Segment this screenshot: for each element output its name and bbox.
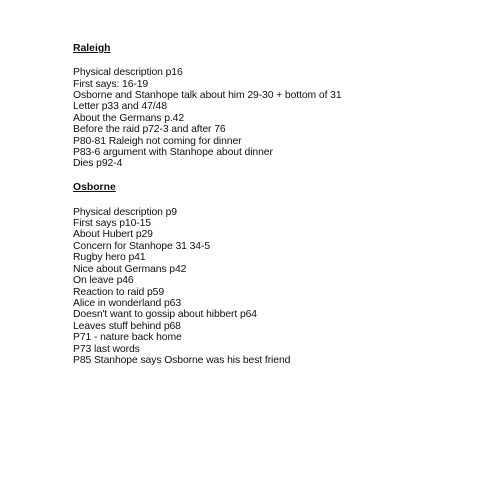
list-item: Rugby hero p41	[73, 252, 146, 264]
list-item: Physical description p9	[73, 206, 177, 218]
list-item: On leave p46	[73, 275, 134, 287]
list-item: Nice about Germans p42	[73, 263, 187, 275]
notes-list-osborne	[73, 207, 483, 367]
list-item: Physical description p16	[73, 67, 183, 79]
list-item: P73 last words	[73, 343, 140, 355]
list-item: P71 - nature back home	[73, 332, 182, 344]
list-item: Dies p92-4	[73, 158, 123, 170]
section-heading-osborne: Osborne	[73, 182, 116, 194]
list-item: First says: 16-19	[73, 78, 149, 90]
list-item: Doesn't want to gossip about hibbert p64	[73, 309, 257, 321]
document-page	[73, 43, 483, 366]
section-raleigh	[73, 43, 483, 170]
section-osborne	[73, 182, 483, 366]
list-item: P80-81 Raleigh not coming for dinner	[73, 135, 242, 147]
list-item: About Hubert p29	[73, 229, 153, 241]
list-item: About the Germans p.42	[73, 112, 185, 124]
list-item: First says p10-15	[73, 218, 151, 230]
list-item: Leaves stuff behind p68	[73, 320, 181, 332]
list-item: P85 Stanhope says Osborne was his best friend	[73, 354, 291, 366]
list-item: Osborne and Stanhope talk about him 29-30 + bottom of 31	[73, 90, 342, 102]
spacer	[73, 54, 483, 67]
spacer	[73, 194, 483, 207]
list-item: P83-6 argument with Stanhope about dinner	[73, 147, 273, 159]
list-item: Before the raid p72-3 and after 76	[73, 124, 226, 136]
list-item: Concern for Stanhope 31 34-5	[73, 240, 210, 252]
list-item: Reaction to raid p59	[73, 286, 164, 298]
spacer	[73, 170, 483, 183]
notes-list-raleigh	[73, 67, 483, 170]
list-item: Alice in wonderland p63	[73, 297, 182, 309]
list-item: Letter p33 and 47/48	[73, 101, 167, 113]
section-heading-raleigh: Raleigh	[73, 43, 111, 54]
